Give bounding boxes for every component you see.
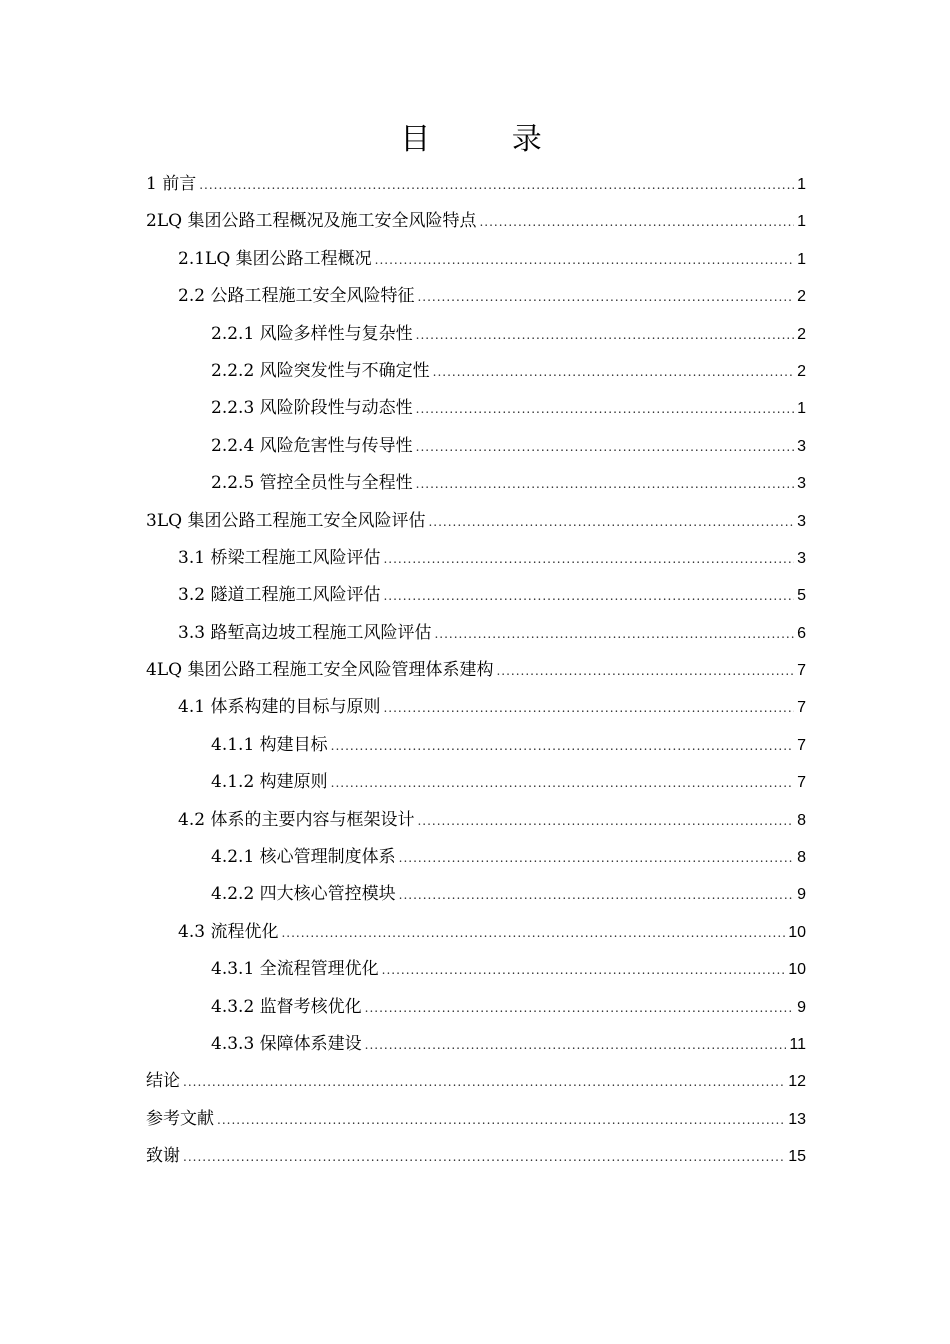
toc-leader-dots — [479, 204, 794, 241]
toc-entry-label: 2LQ 集团公路工程概况及施工安全风险特点 — [146, 211, 477, 232]
toc-leader-dots — [434, 616, 794, 653]
toc-entry-page: 6 — [797, 624, 806, 642]
toc-entry[interactable] — [146, 802, 806, 839]
toc-leader-dots — [183, 1139, 785, 1176]
toc-entry[interactable] — [146, 428, 806, 465]
toc-entry-page: 3 — [797, 437, 806, 455]
toc-leader-dots — [416, 317, 794, 354]
toc-entry[interactable] — [146, 1063, 806, 1100]
toc-entry[interactable] — [146, 540, 806, 577]
toc-leader-dots — [383, 690, 794, 727]
toc-entry-label: 2.1LQ 集团公路工程概况 — [178, 248, 372, 269]
toc-leader-dots — [331, 728, 794, 765]
toc-entry[interactable] — [146, 203, 806, 240]
toc-entry-page: 1 — [797, 250, 806, 268]
toc-title: 目 录 — [400, 122, 578, 157]
toc-entry[interactable] — [146, 914, 806, 951]
toc-entry-label: 4.1.1 构建目标 — [211, 734, 328, 755]
toc-leader-dots — [416, 391, 794, 428]
toc-leader-dots — [281, 915, 785, 952]
toc-entry-page: 7 — [797, 774, 806, 792]
toc-entry-page: 7 — [797, 699, 806, 717]
toc-entry-page: 11 — [789, 1035, 806, 1053]
toc-entry-page: 2 — [797, 325, 806, 343]
toc-entry[interactable] — [146, 166, 806, 203]
toc-entry[interactable] — [146, 353, 806, 390]
toc-entry-page: 12 — [788, 1073, 806, 1091]
toc-leader-dots — [217, 1102, 785, 1139]
toc-entry-label: 3.3 路堑高边坡工程施工风险评估 — [178, 622, 432, 643]
toc-list — [146, 166, 806, 1176]
toc-entry-page: 13 — [788, 1110, 806, 1128]
toc-entry[interactable] — [146, 1101, 806, 1138]
toc-leader-dots — [375, 242, 794, 279]
toc-entry-label: 2.2.3 风险阶段性与动态性 — [211, 398, 413, 419]
toc-entry[interactable] — [146, 503, 806, 540]
toc-entry-label: 3LQ 集团公路工程施工安全风险评估 — [146, 510, 426, 531]
toc-entry[interactable] — [146, 989, 806, 1026]
toc-leader-dots — [365, 990, 794, 1027]
toc-entry[interactable] — [146, 390, 806, 427]
toc-entry-label: 4.3 流程优化 — [178, 921, 279, 942]
toc-leader-dots — [383, 578, 794, 615]
toc-entry[interactable] — [146, 839, 806, 876]
toc-entry-page: 8 — [797, 849, 806, 867]
toc-entry[interactable] — [146, 465, 806, 502]
toc-entry-label: 3.1 桥梁工程施工风险评估 — [178, 547, 381, 568]
toc-leader-dots — [199, 167, 794, 204]
toc-entry[interactable] — [146, 278, 806, 315]
toc-leader-dots — [428, 504, 794, 541]
toc-entry[interactable] — [146, 951, 806, 988]
toc-entry-label: 4.2.1 核心管理制度体系 — [211, 847, 396, 868]
toc-entry[interactable] — [146, 615, 806, 652]
toc-entry-page: 2 — [797, 288, 806, 306]
toc-entry-label: 2.2.4 风险危害性与传导性 — [211, 435, 413, 456]
toc-leader-dots — [399, 840, 794, 877]
toc-entry-page: 10 — [788, 961, 806, 979]
toc-entry-label: 3.2 隧道工程施工风险评估 — [178, 585, 381, 606]
toc-entry[interactable] — [146, 577, 806, 614]
toc-entry-page: 1 — [797, 400, 806, 418]
toc-entry-label: 4LQ 集团公路工程施工安全风险管理体系建构 — [146, 660, 494, 681]
toc-leader-dots — [417, 279, 794, 316]
toc-entry-label: 参考文献 — [146, 1108, 214, 1129]
toc-leader-dots — [416, 466, 794, 503]
toc-entry[interactable] — [146, 764, 806, 801]
toc-entry[interactable] — [146, 316, 806, 353]
toc-entry[interactable] — [146, 1026, 806, 1063]
toc-leader-dots — [399, 877, 794, 914]
toc-entry-label: 4.2 体系的主要内容与框架设计 — [178, 809, 415, 830]
toc-entry[interactable] — [146, 689, 806, 726]
toc-entry-label: 2.2.1 风险多样性与复杂性 — [211, 323, 413, 344]
toc-entry-label: 4.3.2 监督考核优化 — [211, 996, 362, 1017]
toc-entry-page: 5 — [797, 587, 806, 605]
toc-entry-label: 2.2 公路工程施工安全风险特征 — [178, 286, 415, 307]
toc-entry-label: 1 前言 — [146, 174, 197, 194]
toc-entry-label: 结论 — [146, 1071, 180, 1092]
toc-entry-label: 4.2.2 四大核心管控模块 — [211, 884, 396, 905]
toc-leader-dots — [183, 1064, 785, 1101]
toc-entry[interactable] — [146, 727, 806, 764]
toc-leader-dots — [382, 952, 786, 989]
toc-leader-dots — [383, 541, 794, 578]
toc-entry[interactable] — [146, 1138, 806, 1175]
toc-leader-dots — [331, 765, 794, 802]
toc-entry-page: 15 — [788, 1148, 806, 1166]
toc-entry-page: 8 — [797, 811, 806, 829]
toc-entry-page: 3 — [797, 549, 806, 567]
toc-leader-dots — [417, 803, 794, 840]
toc-entry-page: 1 — [797, 213, 806, 231]
toc-leader-dots — [416, 429, 794, 466]
toc-entry-page: 3 — [797, 512, 806, 530]
toc-entry[interactable] — [146, 241, 806, 278]
toc-entry[interactable] — [146, 876, 806, 913]
toc-entry-page: 3 — [797, 475, 806, 493]
toc-entry-page: 9 — [797, 886, 806, 904]
toc-entry-label: 2.2.5 管控全员性与全程性 — [211, 473, 413, 494]
toc-entry-page: 7 — [797, 736, 806, 754]
toc-entry-page: 2 — [797, 362, 806, 380]
toc-entry-label: 2.2.2 风险突发性与不确定性 — [211, 360, 430, 381]
toc-entry-page: 10 — [788, 923, 806, 941]
toc-entry-label: 致谢 — [146, 1146, 180, 1167]
toc-entry-label: 4.3.3 保障体系建设 — [211, 1033, 362, 1054]
toc-entry-page: 9 — [797, 998, 806, 1016]
toc-leader-dots — [496, 653, 794, 690]
toc-entry-label: 4.1 体系构建的目标与原则 — [178, 697, 381, 718]
toc-entry-page: 7 — [797, 662, 806, 680]
toc-entry-label: 4.3.1 全流程管理优化 — [211, 959, 379, 980]
toc-leader-dots — [433, 354, 794, 391]
toc-entry-page: 1 — [797, 176, 806, 193]
toc-entry[interactable] — [146, 652, 806, 689]
toc-entry-label: 4.1.2 构建原则 — [211, 772, 328, 793]
toc-leader-dots — [365, 1027, 787, 1064]
